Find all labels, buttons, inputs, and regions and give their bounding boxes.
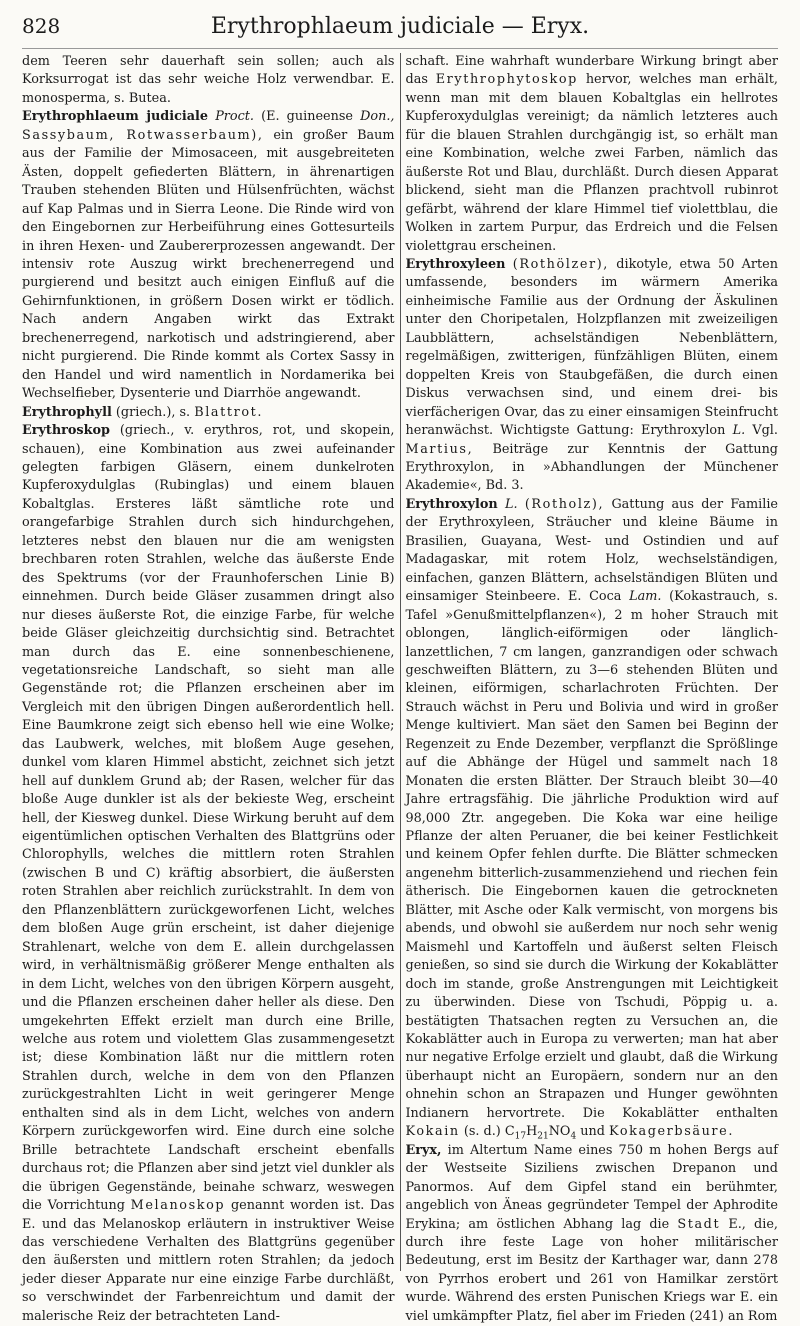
headword: Erythroxyleen: [405, 256, 506, 272]
entry-erythrophyll: Erythrophyll (griech.), s. Blattrot.: [22, 404, 264, 420]
left-column: [22, 53, 395, 1324]
running-title: Erythrophlaeum judiciale — Eryx.: [210, 14, 590, 39]
headword: Erythrophyll: [22, 404, 112, 420]
entry-eryx: Eryx, im Altertum Name eines 750 m hohen Bergs auf der Westseite Siziliens zwischen Drepanon und Panormos. Auf dem Gipfel stand ein berühmter, angeblich von Äneas gegründeter Tempel der Aphrodite Erykina; am östlichen Abhang lag die Stadt E., die, durch ihre feste Lage von hoher militärischer Bedeutung, erst im Besitz der Karthager war, dann 278 von Pyrrhos erobert und 261 von Hamilkar zerstört wurde. Während des ersten Punischen Kriegs war E. ein viel umkämpfter Platz, fiel aber im Frieden (241) an Rom: [405, 1142, 778, 1324]
right-column: [405, 53, 779, 1324]
entry-continuation: dem Teeren sehr dauerhaft sein sollen; auch als Korksurrogat ist das sehr weiche Holz verwendbar. E. monosperma, s. Butea.: [22, 54, 395, 106]
column-rule: [400, 53, 401, 1271]
headword: Erythroskop: [22, 423, 110, 439]
page-header: [22, 14, 778, 49]
entry-erythroxylon: Erythroxylon L. (Rotholz), Gattung aus der Familie der Erythroxyleen, Sträucher und kleine Bäume in Brasilien, Guayana, West- und Ostindien und auf Madagaskar, mit rotem Holz, wechselständigen, einfachen, ganzen Blättern, achselständigen Blüten und einsamiger Steinbeere. E. Coca Lam. (Kokastrauch, s. Tafel »Genußmittelpflanzen«), 2 m hoher Strauch mit oblongen, länglich-eiförmigen oder länglich-lanzettlichen, 7 cm langen, ganzrandigen oder schwach geschweiften Blättern, zu 3—6 stehenden Blüten und kleinen, eiförmigen, scharlachroten Früchten. Der Strauch wächst in Peru und Bolivia und wird in großer Menge kultiviert. Man säet den Samen bei Beginn der Regenzeit zu Ende Dezember, verpflanzt die Sprößlinge auf die Abhänge der Hügel und sammelt nach 18 Monaten die ersten Blätter. Der Strauch bleibt 30—40 Jahre ertragsfähig. Die jährliche Produktion wird auf 98,000 Ztr. angegeben. Die Koka war eine heilige Pflanze der alten Peruaner, die bei keiner Festlichkeit und keinem Opfer fehlen durfte. Die Blätter schmecken angenehm bitterlich-zusammenziehend und riechen fein ätherisch. Die Eingebornen kauen die getrockneten Blätter, mit Asche oder Kalk vermischt, von morgens bis abends, und obwohl sie außerdem nur noch sehr wenig Maismehl und Kartoffeln und äußerst selten Fleisch genießen, so sind sie durch die Wirkung der Kokablätter doch im stande, große Anstrengungen mit Leichtigkeit zu überwinden. Diese von Tschudi, Pöppig u. a. bestätigten Thatsachen regten zu Versuchen an, die Kokablätter auch in Europa zu verwerten; man hat aber nur negative Erfolge erzielt und glaubt, daß die Wirkung überhaupt nicht an Europäern, sondern nur an den ohnehin schon an Strapazen und Hunger gewöhnten Indianern hervortrete. Die Kokablätter enthalten Kokain (s. d.) $C_{17}H_{21}NO_4$ und Kokagerbsäure.: [405, 496, 779, 1142]
headword: Eryx,: [405, 1142, 442, 1158]
entry-erythroxyleen: Erythroxyleen (Rothölzer), dikotyle, etwa 50 Arten umfassende, besonders im wärmern Amerika einheimische Familie aus der Ordnung der Äskulinen unter den Choripetalen, Holzpflanzen mit zweizeiligen Laubblättern, achselständigen Nebenblättern, regelmäßigen, zwitterigen, fünfzähligen Blüten, einem doppelten Kreis von Staubgefäßen, die durch einen Diskus verwachsen sind, und einem drei- bis vierfächerigen Ovar, das zu einer einsamigen Steinfrucht heranwächst. Wichtigste Gattung: Erythroxylon L. Vgl. Martius, Beiträge zur Kenntnis der Gattung Erythroxylon, in »Abhandlungen der Münchener Akademie«, Bd. 3.: [405, 256, 778, 494]
entry-continuation: schaft. Eine wahrhaft wunderbare Wirkung bringt aber das Erythrophytoskop hervor, welches man erhält, wenn man mit dem blauen Kobaltglas ein hellrotes Kupferoxydulglas vereinigt; da nämlich letzteres auch für die blauen Strahlen durchgängig ist, so erhält man eine Kombination, welche zwei Farben, nämlich das äußerste Rot und Blau, durchläßt. Durch diesen Apparat blickend, sieht man die Pflanzen prachtvoll rubinrot gefärbt, während der klare Himmel tief violettblau, die Wolken in zartem Purpur, das Erdreich und die Felsen violettgrau erscheinen.: [405, 54, 778, 254]
page-number: 828: [22, 14, 61, 38]
headword: Erythrophlaeum judiciale: [22, 109, 209, 125]
entry-erythrophlaeum: Erythrophlaeum judiciale Proct. (E. guineense Don., Sassybaum, Rotwasserbaum), ein großer Baum aus der Familie der Mimosaceen, mit ausgebreiteten Ästen, doppelt gefiederten Blättern, in ährenartigen Trauben stehenden Blüten und Hülsenfrüchten, wächst auf Kap Palmas und in Sierra Leone. Die Rinde wird von den Eingebornen zur Herbeiführung eines Gottesurteils in ihren Hexen- und Zaubererprozessen angewandt. Der intensiv rote Auszug wirkt brechenerregend und purgierend und besitzt auch einigen Einfluß auf die Gehirnfunktionen, in größern Dosen wirkt er tödlich. Nach andern Angaben wirkt das Extrakt brechenerregend, narkotisch und adstringierend, aber nicht purgierend. Die Rinde kommt als Cortex Sassy in den Handel und wird namentlich in Nordamerika bei Wechselfieber, Dysenterie und Diarrhöe angewandt.: [22, 109, 395, 402]
chemical-formula: $C_{17}H_{21}NO_4$: [504, 1124, 577, 1142]
entry-erythroskop: Erythroskop (griech., v. erythros, rot, und skopein, schauen), eine Kombination aus zwei aufeinander gelegten farbigen Gläsern, einem dunkelroten Kupferoxydulglas (Rubinglas) und einem blauen Kobaltglas. Ersteres läßt sämtliche rote und orangefarbige Strahlen durch sich hindurchgehen, letzteres nebst den blauen nur die am wenigsten brechbaren roten Strahlen, welche das äußerste Ende des Spektrums (vor der Fraunhoferschen Linie B) einnehmen. Durch beide Gläser zusammen dringt also nur dieses äußerste Rot, die einzige Farbe, für welche beide Gläser gleichzeitig durchsichtig sind. Betrachtet man durch das E. eine sonnenbeschienene, vegetationsreiche Landschaft, so sieht man alle Gegenstände rot; die Pflanzen erscheinen aber im Vergleich mit den übrigen Dingen außerordentlich hell. Eine Baumkrone zeigt sich ebenso hell wie eine Wolke; das Laubwerk, welches, mit bloßem Auge gesehen, dunkel vom klaren Himmel absticht, zeichnet sich jetzt hell auf dunklem Grund ab; der Rasen, welcher für das bloße Auge dunkler ist als der bekieste Weg, erscheint hell, der Kiesweg dunkel. Diese Wirkung beruht auf dem eigentümlichen optischen Verhalten des Blattgrüns oder Chlorophylls, welches die mittlern roten Strahlen (zwischen B und C) kräftig absorbiert, die äußersten roten Strahlen aber reichlich zurückstrahlt. In dem von den Pflanzenblättern zurückgeworfenen Licht, welches dem bloßen Auge grün erscheint, ist daher diejenige Strahlenart, welche von dem E. allein durchgelassen wird, in verhältnismäßig größerer Menge enthalten als in dem Licht, welches von den übrigen Körpern ausgeht, und die Pflanzen erscheinen daher heller als diese. Den umgekehrten Effekt erzielt man durch eine Brille, welche aus rotem und violettem Glas zusammengesetzt ist; diese Kombination läßt nur die mittlern roten Strahlen durch, welche in dem von den Pflanzen zurückgestrahlten Licht in weit geringerer Menge enthalten sind als in dem Licht, welches von andern Körpern zurückgeworfen wird. Eine durch eine solche Brille betrachtete Landschaft erscheint ebenfalls durchaus rot; die Pflanzen aber sind jetzt viel dunkler als die übrigen Gegenstände, beinahe schwarz, weswegen die Vorrichtung Melanoskop genannt worden ist. Das E. und das Melanoskop erläutern in instruktiver Weise das verschiedene Verhalten des Blattgrüns gegenüber den äußersten und mittlern roten Strahlen; da jedoch jeder dieser Apparate nur eine einzige Farbe durchläßt, so verschwindet der Farbenreichtum und damit der malerische Reiz der betrachteten Land-: [22, 423, 395, 1324]
headword: Erythroxylon: [405, 496, 498, 512]
text-columns: [22, 53, 779, 1324]
